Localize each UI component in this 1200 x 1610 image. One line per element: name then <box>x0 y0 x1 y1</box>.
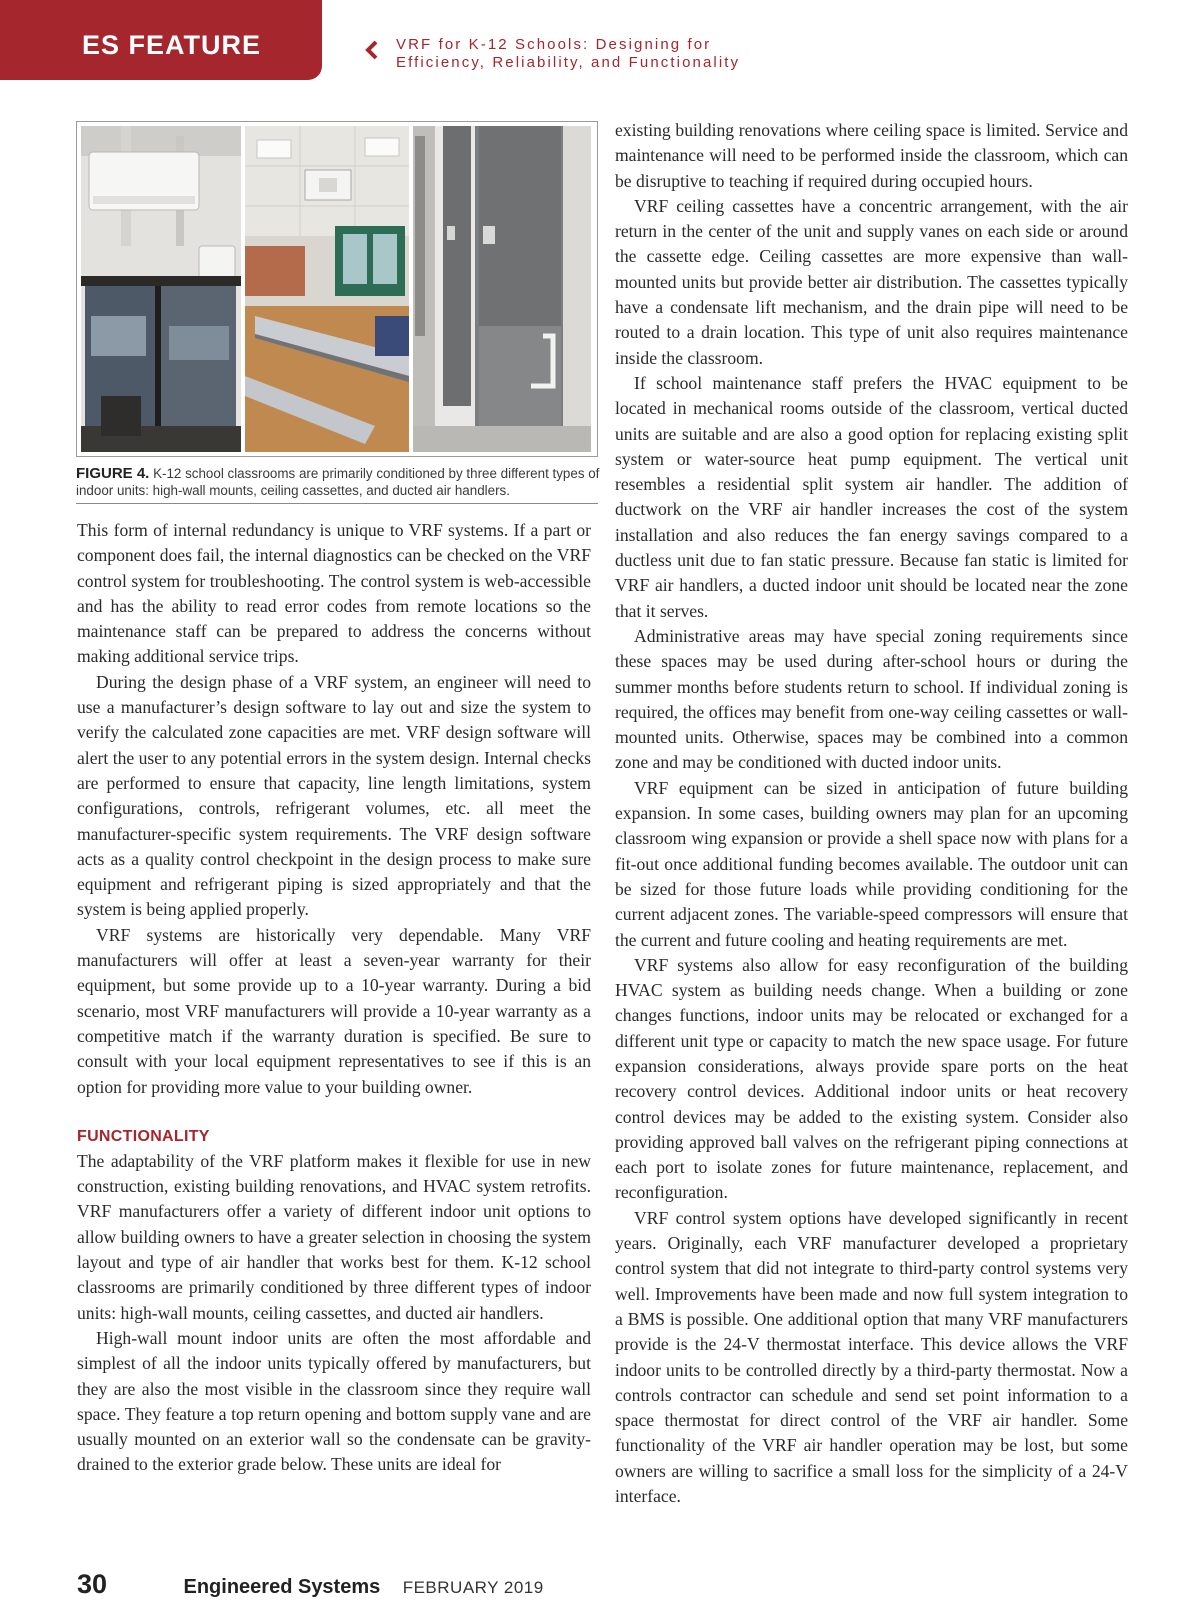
section-tab <box>0 0 322 80</box>
page-number: 30 <box>77 1569 108 1599</box>
chevron-left-icon[interactable] <box>364 40 380 60</box>
section-label: ES FEATURE <box>82 30 262 60</box>
figure-label: FIGURE 4. <box>76 465 150 482</box>
article-title-line1: VRF for K-12 Schools: Designing for <box>396 36 712 53</box>
paragraph: VRF equipment can be sized in anticipation of future building expansion. In some cases, building owners may plan for an upcoming classroom wing expansion or provide a shell space now with plans for a fit-out once additional funding becomes available. The outdoor unit can be sized for those future loads while providing conditioning for the current adjacent zones. The variable-speed compressors will ensure that the current and future cooling and heating requirements are met. <box>615 777 1128 950</box>
paragraph: During the design phase of a VRF system, an engineer will need to use a manufacturer’s design software to lay out and size the system to verify the calculated zone capacities are met. VRF design software will alert the user to any potential errors in the system design. Internal checks are performed to ensure that capacity, line length limitations, system configurations, controls, refrigerant volumes, etc. all meet the manufacturer-specific system requirements. The VRF design software acts as a quality control checkpoint in the design process to make sure equipment and refrigerant piping is sized appropriately and that the system is being applied properly. <box>77 671 591 920</box>
paragraph: VRF systems are historically very dependable. Many VRF manufacturers will offer at least a seven-year warranty for their equipment, but some provide up to a 10-year warranty. During a bid scenario, most VRF manufacturers will provide a 10-year warranty as a competitive match if the warranty duration is specified. Be sure to consult with your local equipment representatives to see if this is an option for providing more value to your building owner. <box>77 924 591 1097</box>
paragraph: VRF systems also allow for easy reconfiguration of the building HVAC system as building needs change. When a building or zone changes functions, indoor units may be relocated or exchanged for a different unit type or capacity to match the new space usage. For future expansion considerations, always provide spare ports on the heat recovery control devices. Additional indoor units or heat recovery control devices may be added to the existing system. Consider also providing approved ball valves on the refrigerant piping connections at each port to isolate zones for future maintenance, replacement, and reconfiguration. <box>615 954 1128 1203</box>
photo-ducted-air-handlers <box>413 126 591 452</box>
paragraph: This form of internal redundancy is unique to VRF systems. If a part or component does fail, the internal diagnostics can be checked on the VRF control system for troubleshooting. The control system is web-accessible and has the ability to read error codes from remote locations so the maintenance staff can be prepared to address the concerns without making additional service trips. <box>77 520 591 667</box>
article-title[interactable] <box>396 36 740 72</box>
photo-high-wall-mounts <box>81 126 241 452</box>
paragraph: VRF ceiling cassettes have a concentric arrangement, with the air return in the center of the unit and supply vanes on each side or around the cassette edge. Ceiling cassettes are more expensive than wall-mounted units but provide better air distribution. The cassettes typically have a condensate lift mechanism, and the drain pipe will need to be routed to a drain location. This type of unit also requires maintenance inside the classroom. <box>615 195 1128 368</box>
paragraph: existing building renovations where ceiling space is limited. Service and maintenance will need to be performed inside the classroom, which can be disruptive to teaching if required during occupied hours. <box>615 120 1128 191</box>
paragraph: Administrative areas may have special zoning requirements since these spaces may be used during after-school hours or during the summer months before students return to school. If individual zoning is required, the offices may benefit from one-way ceiling cassettes or wall-mounted units. Otherwise, spaces may be combined into a common zone and may be conditioned with ducted indoor units. <box>615 625 1128 773</box>
figure-caption-text: K-12 school classrooms are primarily conditioned by three different types of indoor units: high-wall mounts, ceiling cassettes, and ducted air handlers. <box>76 466 600 498</box>
page-footer <box>77 1569 544 1600</box>
paragraph: The adaptability of the VRF platform makes it flexible for use in new construction, existing building renovations, and HVAC system retrofits. VRF manufacturers offer a variety of different indoor unit options to allow building owners to have a greater selection in choosing the system layout and type of air handler that works best for them. K-12 school classrooms are primarily conditioned by three different types of indoor units: high-wall mounts, ceiling cassettes, and ducted air handlers. <box>77 1150 591 1323</box>
paragraph: If school maintenance staff prefers the HVAC equipment to be located in mechanical rooms outside of the classroom, vertical ducted units are suitable and are also a good option for replacing existing split system or water-source heat pump equipment. The vertical unit resembles a residential split system air handler. The addition of ductwork on the VRF air handler increases the cost of the system installation and also reduces the fan energy savings compared to a ductless unit due to fan static pressure. Because fan static is limited for VRF air handlers, a ducted indoor unit should be located near the zone that it serves. <box>615 372 1128 621</box>
caption-divider <box>76 503 598 504</box>
right-column <box>615 118 1128 1509</box>
publication-name: Engineered Systems <box>183 1576 381 1598</box>
figure-caption <box>76 465 602 499</box>
photo-ceiling-cassettes <box>245 126 409 452</box>
paragraph: High-wall mount indoor units are often the most affordable and simplest of all the indoor units typically offered by manufacturers, but they are also the most visible in the classroom since they require wall space. They feature a top return opening and bottom supply vane and are usually mounted on an exterior wall so the condensate can be gravity-drained to the exterior grade below. These units are ideal for <box>77 1327 591 1475</box>
article-title-line2: Efficiency, Reliability, and Functionality <box>396 54 741 71</box>
figure-4 <box>76 121 598 457</box>
issue-date: FEBRUARY 2019 <box>402 1578 544 1597</box>
section-heading-functionality: FUNCTIONALITY <box>77 1127 210 1145</box>
left-column <box>77 518 591 1478</box>
paragraph: VRF control system options have developed significantly in recent years. Originally, each VRF manufacturer developed a proprietary control system that did not integrate to third-party control systems very well. Improvements have been made and now full system integration to a BMS is possible. One additional option that many VRF manufacturers provide is the 24-V thermostat interface. This device allows the VRF indoor units to be controlled directly by a third-party thermostat. Now a controls contractor can schedule and send set point information to a space thermostat for direct control of the VRF air handler. Some functionality of the VRF air handler operation may be lost, but some owners are willing to sacrifice a small loss for the simplicity of a 24-V interface. <box>615 1207 1128 1507</box>
